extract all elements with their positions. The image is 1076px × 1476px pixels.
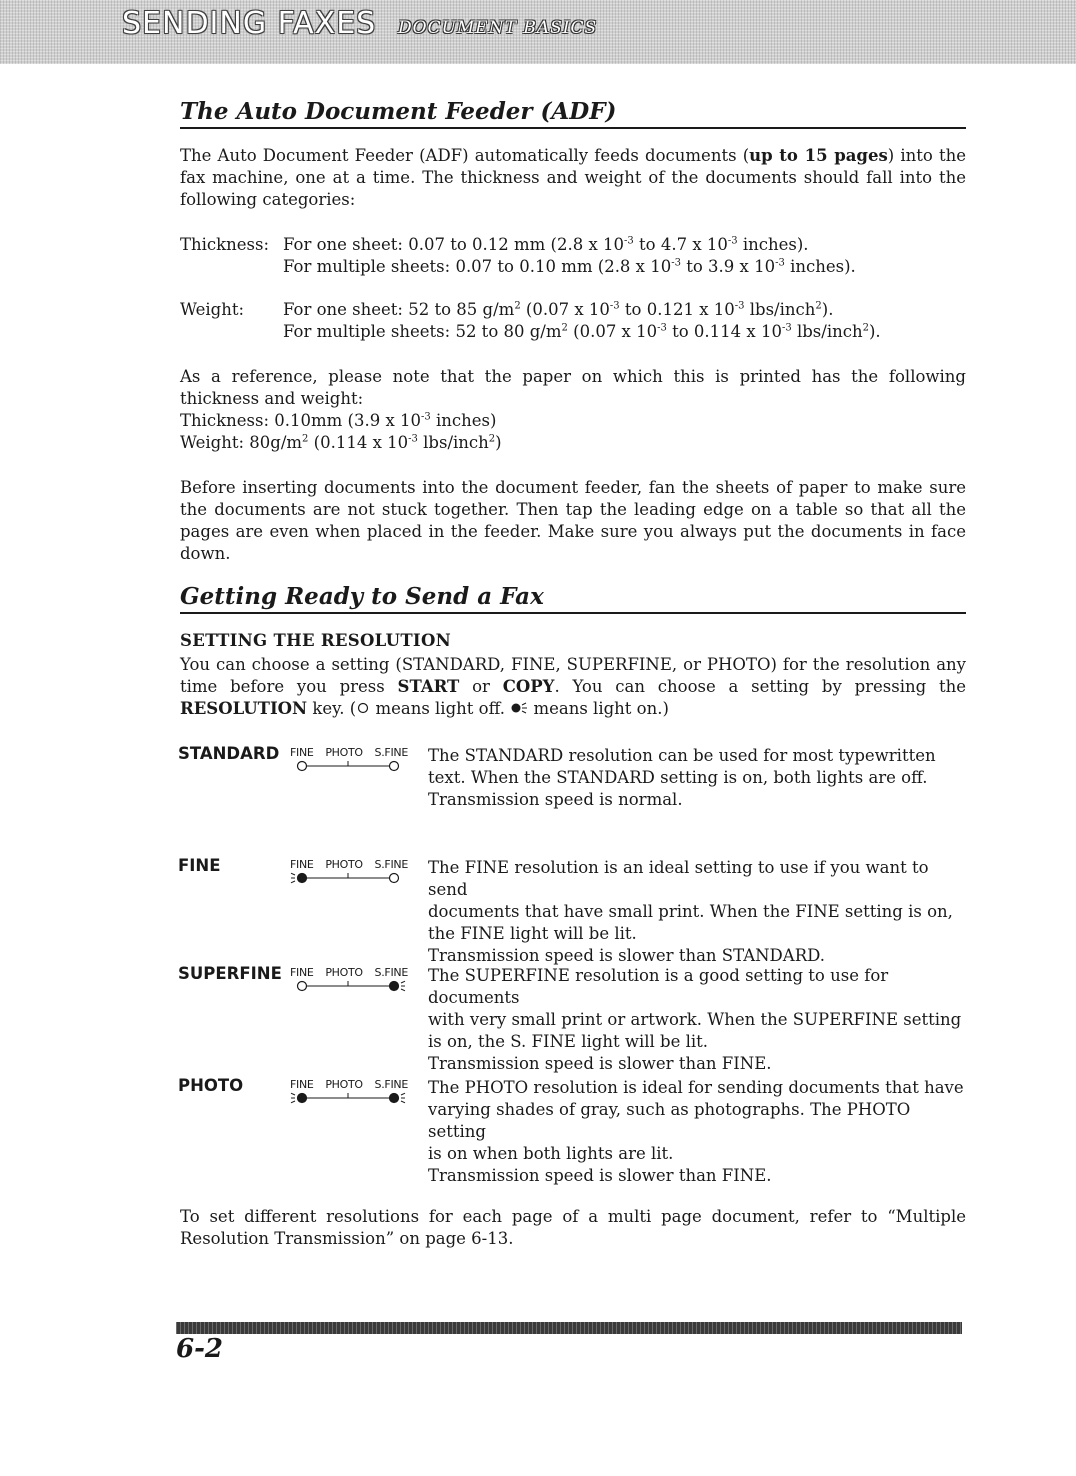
indicator-labels bbox=[290, 746, 408, 759]
description-line: is on, the S. FINE light will be lit. bbox=[428, 1032, 709, 1051]
indicator-labels bbox=[290, 858, 408, 871]
ready-heading: Getting Ready to Send a Fax bbox=[180, 583, 966, 614]
thickness-multi-sheet: For multiple sheets: 0.07 to 0.10 mm (2.8 x $10^{-3}$ to 3.9 x $10^{-3}$ inches). bbox=[283, 257, 856, 276]
description-line: Transmission speed is slower than STANDARD. bbox=[428, 946, 825, 965]
description-line: varying shades of gray, such as photographs. The PHOTO setting bbox=[428, 1100, 911, 1141]
sfine-light-off-icon bbox=[390, 762, 399, 771]
weight-one-sheet: For one sheet: 52 to 85 $g/m^2$ (0.07 x $10^{-3}$ to 0.121 x $10^{-3}$ lbs/inch$^2$). bbox=[283, 300, 834, 319]
sfine-light-on-icon bbox=[390, 1093, 406, 1103]
indicator-label-fine: FINE bbox=[290, 858, 314, 871]
indicator-diagram bbox=[290, 746, 420, 786]
reference-note: As a reference, please note that the paper on which this is printed has the following thickness and weight: Thickness: 0.10mm (3.9 x $10^{-3}$ inches) Weight: $80g/m^2$ (0.114 x $10^{-3}$ lbs/inch$^2$) bbox=[180, 367, 966, 452]
thickness-label: Thickness: bbox=[180, 235, 270, 254]
fan-note: Before inserting documents into the document feeder, fan the sheets of paper to make sure the documents are not stuck together. Then tap the leading edge on a table so that all the pages are even when placed in the feeder. Make sure you always put the documents in face down. bbox=[180, 478, 966, 563]
indicator-diagram bbox=[290, 1078, 420, 1118]
adf-intro: The Auto Document Feeder (ADF) automatically feeds documents (up to 15 pages) into the fax machine, one at a time. The thickness and weight of the documents should fall into the following categories: bbox=[180, 146, 966, 209]
chapter-title: SENDING FAXES bbox=[122, 6, 377, 41]
indicator-label-photo: PHOTO bbox=[325, 746, 363, 759]
closing-note: To set different resolutions for each page of a multi page document, refer to “Multiple Resolution Transmission” on page 6-13. bbox=[180, 1207, 966, 1248]
fine-light-on-icon bbox=[291, 873, 307, 883]
description-line: is on when both lights are lit. bbox=[428, 1144, 674, 1163]
reference-weight: Weight: $80g/m^2$ (0.114 x $10^{-3}$ lbs/inch$^2$) bbox=[180, 433, 502, 452]
indicator-labels bbox=[290, 966, 408, 979]
fine-light-off-icon bbox=[298, 762, 307, 771]
resolution-subheading: SETTING THE RESOLUTION bbox=[180, 631, 452, 650]
indicator-label-sfine: S.FINE bbox=[374, 858, 408, 871]
indicator-label-photo: PHOTO bbox=[325, 858, 363, 871]
indicator-label-photo: PHOTO bbox=[325, 1078, 363, 1091]
indicator-label-fine: FINE bbox=[290, 966, 314, 979]
footer-bar bbox=[176, 1322, 962, 1334]
indicator-diagram bbox=[290, 858, 420, 898]
adf-heading: The Auto Document Feeder (ADF) bbox=[180, 98, 966, 129]
description-line: with very small print or artwork. When the SUPERFINE setting bbox=[428, 1010, 962, 1029]
indicator-lights bbox=[290, 871, 414, 887]
description-line: The STANDARD resolution can be used for most typewritten bbox=[428, 746, 936, 765]
weight-specs bbox=[283, 299, 881, 343]
description-line: The PHOTO resolution is ideal for sending documents that have bbox=[428, 1078, 964, 1097]
chapter-banner bbox=[0, 0, 1076, 64]
indicator-label-sfine: S.FINE bbox=[374, 746, 408, 759]
reference-thickness: Thickness: 0.10mm (3.9 x $10^{-3}$ inches) bbox=[180, 411, 497, 430]
description-line: text. When the STANDARD setting is on, both lights are off. bbox=[428, 768, 928, 787]
resolution-description bbox=[428, 965, 968, 1075]
resolution-description bbox=[428, 1077, 968, 1187]
description-line: Transmission speed is slower than FINE. bbox=[428, 1054, 772, 1073]
indicator-lights bbox=[290, 759, 414, 775]
resolution-name: PHOTO bbox=[178, 1076, 244, 1095]
description-line: the FINE light will be lit. bbox=[428, 924, 637, 943]
section-subtitle: DOCUMENT BASICS bbox=[398, 18, 598, 38]
indicator-lights bbox=[290, 1091, 414, 1107]
resolution-description bbox=[428, 857, 968, 967]
indicator-diagram bbox=[290, 966, 420, 1006]
light-on-icon bbox=[510, 702, 528, 714]
page-number: 6-2 bbox=[176, 1334, 223, 1364]
fine-light-on-icon bbox=[291, 1093, 307, 1103]
light-off-icon bbox=[356, 702, 370, 714]
resolution-description bbox=[428, 745, 968, 811]
weight-multi-sheet: For multiple sheets: 52 to 80 $g/m^2$ (0.07 x $10^{-3}$ to 0.114 x $10^{-3}$ lbs/inch$^2$). bbox=[283, 322, 881, 341]
thickness-one-sheet: For one sheet: 0.07 to 0.12 mm (2.8 x $10^{-3}$ to 4.7 x $10^{-3}$ inches). bbox=[283, 235, 809, 254]
indicator-lights bbox=[290, 979, 414, 995]
sfine-light-off-icon bbox=[390, 874, 399, 883]
indicator-labels bbox=[290, 1078, 408, 1091]
sfine-light-on-icon bbox=[390, 981, 406, 991]
description-line: The SUPERFINE resolution is a good setting to use for documents bbox=[428, 966, 889, 1007]
resolution-intro: You can choose a setting (STANDARD, FINE, SUPERFINE, or PHOTO) for the resolution any time before you press START or COPY. You can choose a setting by pressing the RESOLUTION key. ( means light off. means light on.) bbox=[180, 655, 966, 718]
indicator-label-sfine: S.FINE bbox=[374, 966, 408, 979]
resolution-name: SUPERFINE bbox=[178, 964, 282, 983]
indicator-label-photo: PHOTO bbox=[325, 966, 363, 979]
indicator-label-sfine: S.FINE bbox=[374, 1078, 408, 1091]
description-line: documents that have small print. When the FINE setting is on, bbox=[428, 902, 953, 921]
resolution-name: FINE bbox=[178, 856, 221, 875]
weight-label: Weight: bbox=[180, 300, 245, 319]
fine-light-off-icon bbox=[298, 982, 307, 991]
indicator-label-fine: FINE bbox=[290, 1078, 314, 1091]
resolution-name: STANDARD bbox=[178, 744, 280, 763]
description-line: The FINE resolution is an ideal setting to use if you want to send bbox=[428, 858, 929, 899]
thickness-specs bbox=[283, 234, 856, 278]
indicator-label-fine: FINE bbox=[290, 746, 314, 759]
description-line: Transmission speed is slower than FINE. bbox=[428, 1166, 772, 1185]
description-line: Transmission speed is normal. bbox=[428, 790, 683, 809]
